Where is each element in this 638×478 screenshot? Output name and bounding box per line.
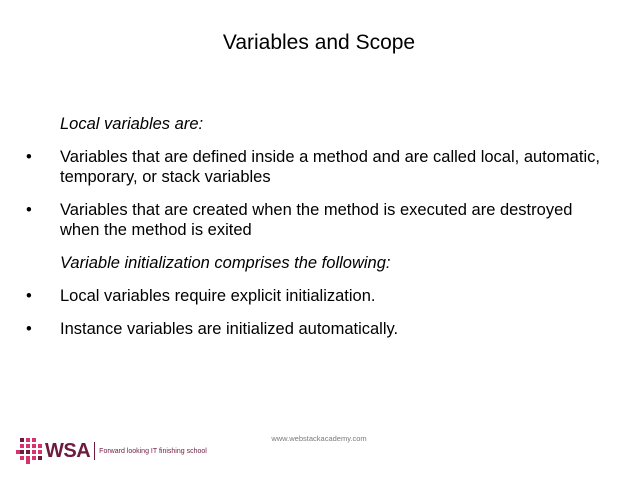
bullet-dot: • xyxy=(26,201,32,219)
bullet-item xyxy=(26,319,606,339)
bullet-item xyxy=(26,286,606,306)
bullet-text: Local variables require explicit initialization. xyxy=(60,287,376,305)
bullet-text: Variables that are created when the method is executed are destroyed when the method is exited xyxy=(60,201,573,239)
slide-title: Variables and Scope xyxy=(222,31,416,54)
company-logo xyxy=(16,436,207,466)
logo-wordmark: WSA xyxy=(45,440,91,462)
bullet-dot: • xyxy=(26,148,32,166)
local-variables-heading: Local variables are: xyxy=(60,115,204,133)
bullet-dot: • xyxy=(26,320,32,338)
footer-url: www.webstackacademy.com xyxy=(271,434,367,443)
logo-tagline: Forward looking IT finishing school xyxy=(99,447,207,455)
bullet-item xyxy=(26,200,606,240)
bullet-text: Instance variables are initialized automatically. xyxy=(60,320,399,338)
bullet-text: Variables that are defined inside a method and are called local, automatic, temporary, or stack variables xyxy=(60,148,600,186)
logo-divider xyxy=(94,442,95,460)
initialization-heading: Variable initialization comprises the following: xyxy=(60,254,391,272)
bullet-dot: • xyxy=(26,287,32,305)
slide-body xyxy=(26,114,606,339)
bullet-item xyxy=(26,147,606,187)
dot-grid-icon xyxy=(16,438,42,464)
